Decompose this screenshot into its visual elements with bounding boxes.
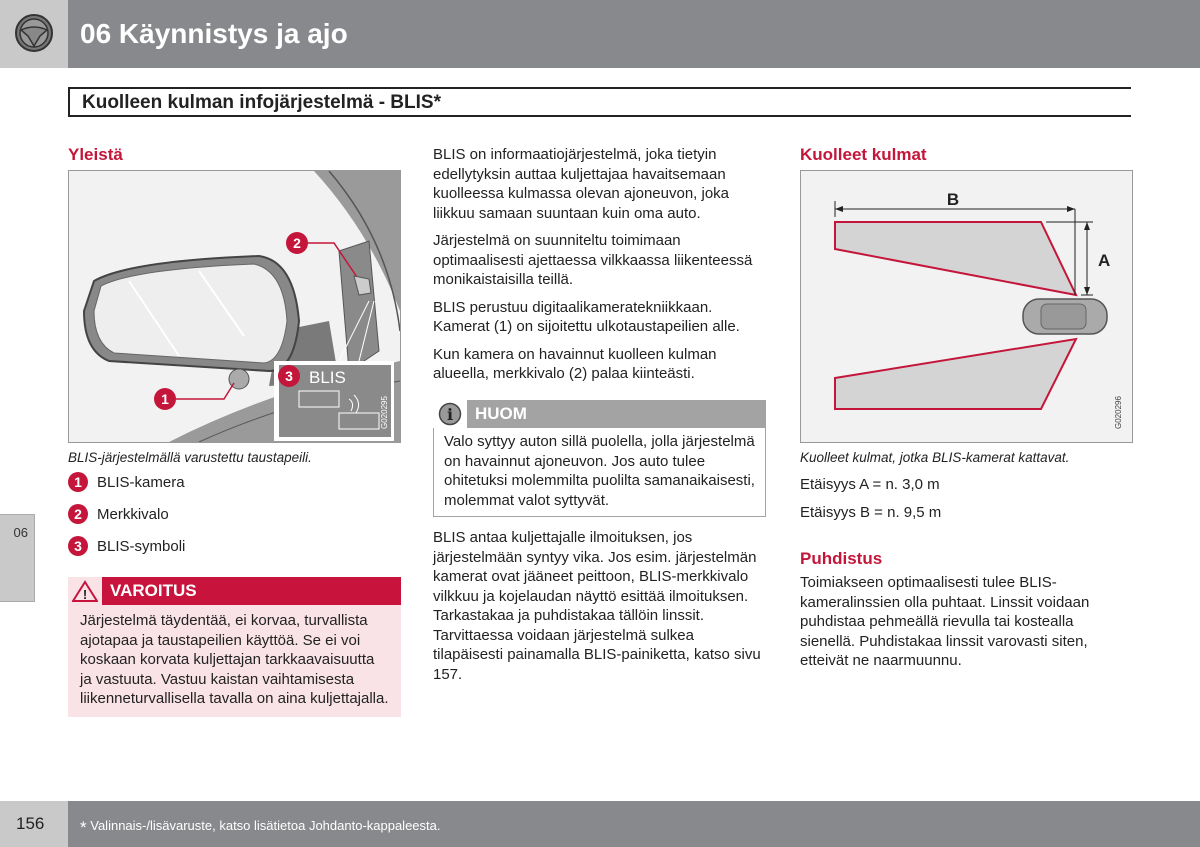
blind-spot-figure	[800, 170, 1133, 443]
note-text: Valo syttyy auton sillä puolella, jolla järjestelmä on havainnut ajoneuvon. Jos auto tulee ohitetuksi molemmilta puolilta samanaikaisesti, molemmat valot syttyvät.	[433, 428, 766, 517]
paragraph: BLIS antaa kuljettajalle ilmoituksen, jos järjestelmään syntyy vika. Jos esim. järjestelmän kamerat ovat jääneet peittoon, BLIS-merkkivalo vilkkuu ja kojelaudan näyttö esittää ilmoituksen. Tarkastakaa ja puhdistakaa tällöin linssit. Tarvittaessa voidaan järjestelmä sulkea tilapäisesti painamalla BLIS-painiketta, katso sivu 157.	[433, 529, 761, 683]
warning-text: Järjestelmä täydentää, ei korvaa, turvallista ajotapaa ja taustapeilien käyttöä. Se ei voi koskaan korvata kuljettajan tarkkaavaisuutta ja vastuuta. Vastuu kaistan vaihtamisesta liikenneturvallisella tavalla on aina kuljettajalla.	[68, 605, 401, 717]
number-badge: 2	[68, 504, 88, 524]
distance-a: Etäisyys A = n. 3,0 m	[800, 476, 940, 493]
legend-label: BLIS-kamera	[97, 473, 185, 491]
distance-b: Etäisyys B = n. 9,5 m	[800, 504, 942, 521]
steering-wheel-icon	[0, 0, 68, 68]
number-badge: 1	[68, 472, 88, 492]
chapter-side-tab	[0, 514, 35, 602]
paragraph: Järjestelmä on suunniteltu toimimaan optimaalisesti ajettaessa vilkkaassa liikenteessä monikaistaisilla teillä.	[433, 232, 753, 288]
figure-code: G020296	[1114, 396, 1123, 429]
figure-code: G020295	[380, 396, 389, 429]
blind-spot-diagram	[801, 171, 1132, 442]
side-tab-label: 06	[13, 525, 28, 540]
heading-cleaning: Puhdistus	[800, 549, 883, 568]
warning-triangle-icon	[68, 577, 102, 605]
legend-label: BLIS-symboli	[97, 537, 186, 555]
footnote-star: *	[80, 818, 87, 837]
warning-title: VAROITUS	[110, 581, 197, 600]
section-title-box	[68, 87, 1131, 117]
legend-list	[68, 466, 398, 562]
footnote-text: Valinnais-/lisävaruste, katso lisätietoa Johdanto-kappaleesta.	[90, 818, 441, 833]
heading-general: Yleistä	[68, 145, 123, 164]
chapter-title: 06 Käynnistys ja ajo	[80, 18, 348, 49]
callout-1: 1	[161, 391, 169, 407]
blis-display-label: BLIS	[309, 368, 346, 387]
section-title: Kuolleen kulman infojärjestelmä - BLIS*	[82, 92, 441, 113]
note-title: HUOM	[475, 404, 527, 423]
label-a: A	[1098, 251, 1111, 270]
page-number: 156	[16, 814, 45, 833]
paragraph: Kun kamera on havainnut kuolleen kulman alueella, merkkivalo (2) palaa kiinteästi.	[433, 345, 717, 382]
legend-item	[68, 466, 398, 498]
header-icon-tab	[0, 0, 68, 68]
paragraph: BLIS on informaatiojärjestelmä, joka tietyin edellytyksin auttaa kuljettajaa havaitsemaan kuolleessa kulmassa olevan ajoneuvon, joka liikkuu samaan suuntaan kuin oma auto.	[433, 146, 730, 222]
warning-box	[68, 577, 401, 717]
paragraph: BLIS perustuu digitaalikameratekniikkaan. Kamerat (1) on sijoitettu ulkotaustapeilien alle.	[433, 298, 740, 335]
label-b: B	[946, 190, 960, 209]
svg-text:i: i	[446, 405, 454, 424]
info-icon	[433, 400, 467, 428]
legend-item	[68, 530, 398, 562]
callout-2: 2	[293, 235, 301, 251]
figure-caption: BLIS-järjestelmällä varustettu taustapeili.	[68, 450, 312, 465]
cleaning-text: Toimiakseen optimaalisesti tulee BLIS-kameralinssien olla puhtaat. Linssit voidaan puhdistaa pehmeällä rievulla tai kostealla sienellä. Puhdistakaa linssit varovasti siten, etteivät ne naarmuunnu.	[800, 574, 1090, 669]
heading-blind-spots: Kuolleet kulmat	[800, 145, 927, 164]
legend-label: Merkkivalo	[97, 505, 169, 523]
figure-caption: Kuolleet kulmat, jotka BLIS-kamerat kattavat.	[800, 450, 1070, 465]
footer-note	[80, 818, 441, 838]
mirror-figure	[68, 170, 401, 443]
mirror-illustration	[69, 171, 400, 442]
svg-text:!: !	[82, 587, 88, 602]
number-badge: 3	[68, 536, 88, 556]
legend-item	[68, 498, 398, 530]
callout-3: 3	[285, 368, 293, 384]
note-box	[433, 400, 766, 517]
main-text-column	[433, 145, 768, 384]
